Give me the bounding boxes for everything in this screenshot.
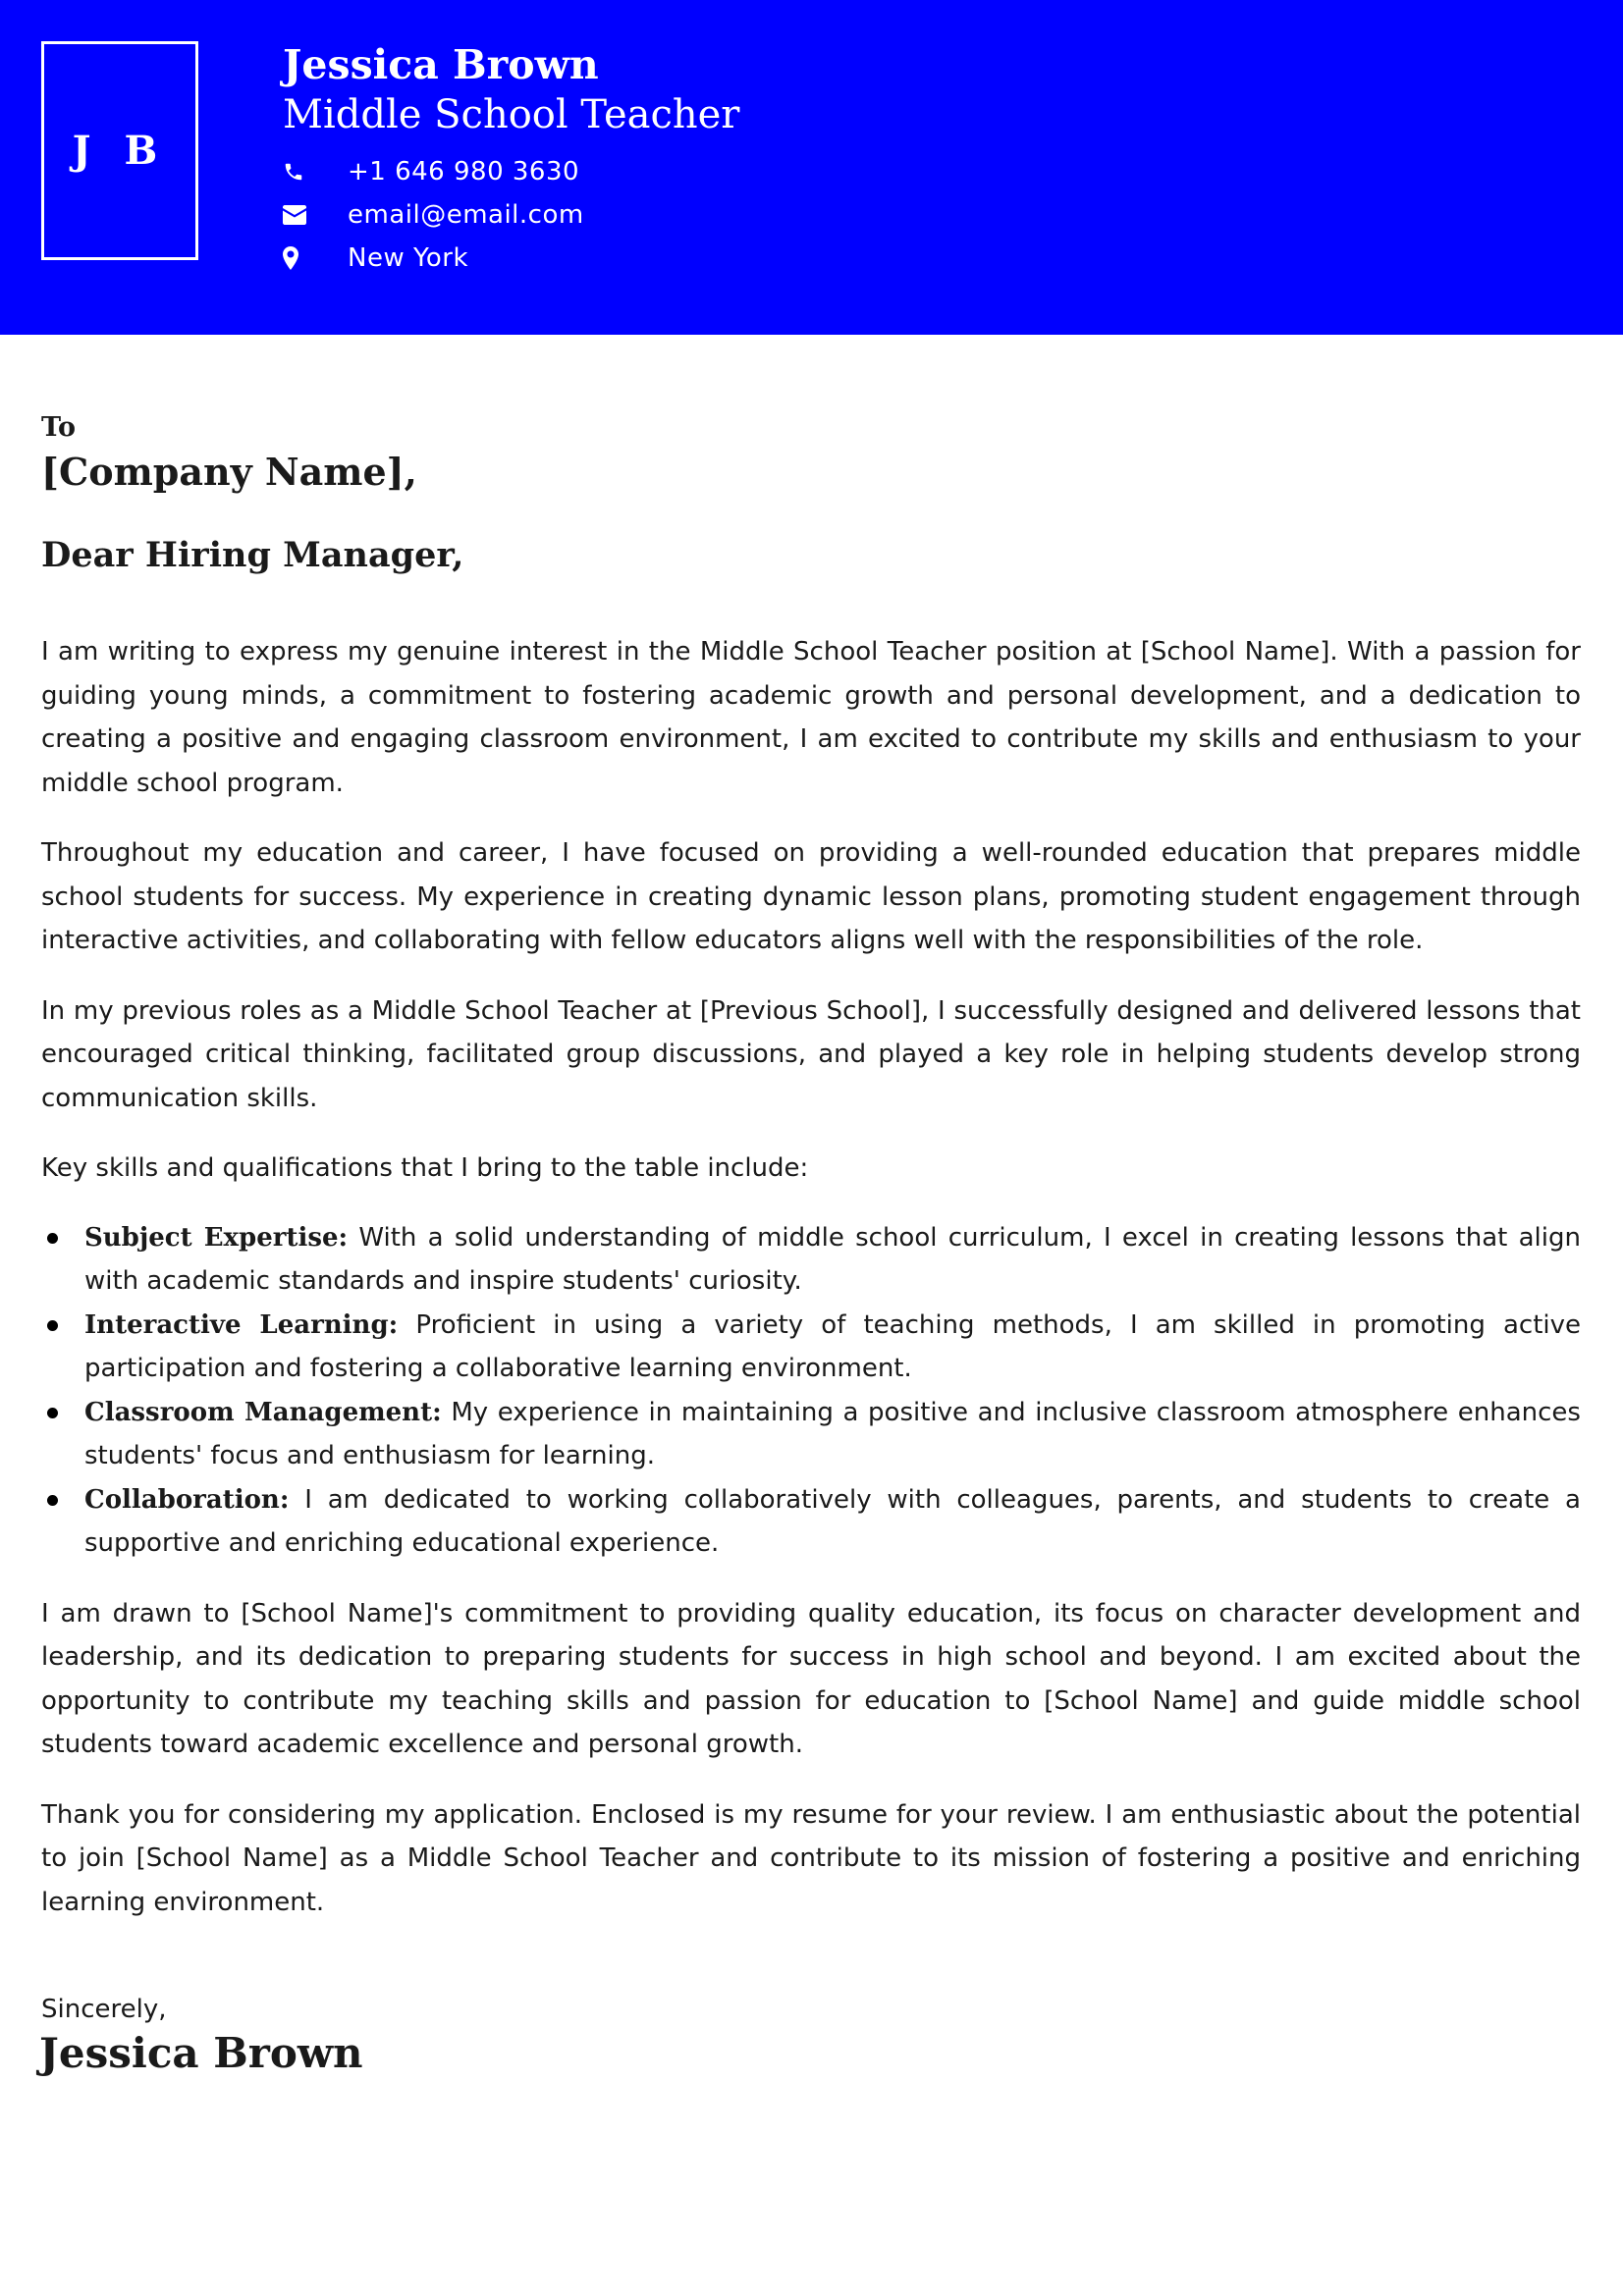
header-text xyxy=(283,39,739,280)
signature-name: Jessica Brown xyxy=(39,2029,363,2077)
company-name: [Company Name], xyxy=(41,450,417,494)
applicant-name: Jessica Brown xyxy=(283,41,599,88)
skill-text: With a solid understanding of middle school curriculum, I excel in creating lessons that align with academic standards and inspire students' curiosity. xyxy=(84,1222,1581,1296)
skill-term: Interactive Learning: xyxy=(84,1309,399,1340)
skill-text: Proficient in using a variety of teaching methods, I am skilled in promoting active participation and fostering a collaborative learning environment. xyxy=(84,1309,1581,1383)
letter-body xyxy=(41,412,1581,2079)
skill-term: Subject Expertise: xyxy=(84,1222,349,1253)
phone-icon xyxy=(283,161,348,183)
contact-phone xyxy=(283,150,739,193)
monogram-box: J B xyxy=(41,41,198,260)
skill-text: My experience in maintaining a positive and inclusive classroom atmosphere enhances students' focus and enthusiasm for learning. xyxy=(84,1397,1581,1470)
skill-item xyxy=(41,1478,1581,1566)
bullet-icon xyxy=(47,1495,58,1506)
skill-term: Collaboration: xyxy=(84,1484,290,1515)
valediction: Sincerely, xyxy=(41,1995,167,2024)
paragraph-thanks: Thank you for considering my application. Enclosed is my resume for your review. I am enthusiastic about the potential to join [School Name] as a Middle School Teacher and contribute to its mission of fostering a positive and enriching learning environment. xyxy=(41,1799,1581,1917)
envelope-icon xyxy=(283,205,348,225)
contact-email-value: email@email.com xyxy=(348,200,584,230)
paragraph-previous-role: In my previous roles as a Middle School Teacher at [Previous School], I successfully designed and delivered lessons that encouraged critical thinking, facilitated group discussions, and played a key role in helping students develop strong communication skills. xyxy=(41,995,1581,1113)
contact-location-value: New York xyxy=(348,243,469,273)
skill-term: Classroom Management: xyxy=(84,1397,442,1427)
skills-list xyxy=(41,1216,1581,1566)
paragraph-motivation: I am drawn to [School Name]'s commitment to providing quality education, its focus on character development and leadership, and its dedication to preparing students for success in high school and beyond. I am excited about the opportunity to contribute my teaching skills and passion for education to [School Name] and guide middle school students toward academic excellence and personal growth. xyxy=(41,1598,1581,1759)
paragraph-experience: Throughout my education and career, I have focused on providing a well-rounded education that prepares middle school students for success. My experience in creating dynamic lesson plans, promoting student engagement through interactive activities, and collaborating with fellow educators aligns well with the responsibilities of the role. xyxy=(41,838,1581,955)
contact-location xyxy=(283,237,739,280)
contact-phone-value: +1 646 980 3630 xyxy=(348,157,580,187)
bullet-icon xyxy=(47,1408,58,1418)
salutation: Dear Hiring Manager, xyxy=(41,535,464,575)
paragraph-intro: I am writing to express my genuine interest in the Middle School Teacher position at [School Name]. With a passion for guiding young minds, a commitment to fostering academic growth and personal development, and a dedication to creating a positive and engaging classroom environment, I am excited to contribute my skills and enthusiasm to your middle school program. xyxy=(41,637,1581,798)
header-banner xyxy=(0,0,1623,335)
skill-text: I am dedicated to working collaboratively with colleagues, parents, and students to create a supportive and enriching educational experience. xyxy=(84,1484,1581,1558)
contact-email xyxy=(283,193,739,237)
bullet-icon xyxy=(47,1320,58,1331)
contact-list xyxy=(283,150,739,280)
paragraph-skills-intro: Key skills and qualifications that I bring to the table include: xyxy=(41,1153,809,1183)
skill-item xyxy=(41,1304,1581,1391)
skill-item xyxy=(41,1216,1581,1304)
map-pin-icon xyxy=(283,246,348,270)
bullet-icon xyxy=(47,1233,58,1244)
skill-item xyxy=(41,1391,1581,1478)
to-label: To xyxy=(41,412,77,443)
job-title: Middle School Teacher xyxy=(283,92,740,137)
